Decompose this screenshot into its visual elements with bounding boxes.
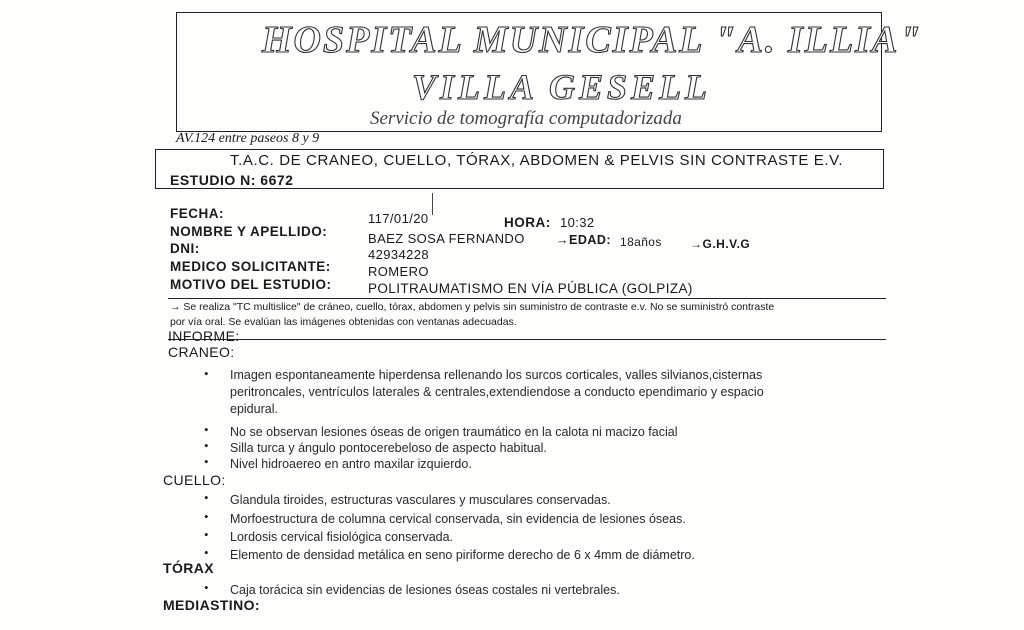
mediastino-title: MEDIASTINO:	[163, 597, 260, 613]
procedure-line-2: por vía oral. Se evalúan las imágenes obtenidas con ventanas adecuadas.	[170, 316, 517, 328]
bullet-icon: •	[204, 545, 209, 560]
hora-label: HORA:	[504, 215, 551, 230]
list-item: Silla turca y ángulo pontocerebeloso de aspecto habitual.	[230, 441, 547, 455]
list-item: peritroncales, ventrículos laterales & centrales,extendiendose a conducto ependimario y espacio	[230, 385, 764, 399]
study-number: ESTUDIO N: 6672	[170, 172, 294, 188]
hospital-city: VILLA GESELL	[412, 67, 712, 107]
hospital-name: HOSPITAL MUNICIPAL "A. ILLIA"	[262, 19, 923, 61]
list-item: Nivel hidroaereo en antro maxilar izquierdo.	[230, 457, 472, 471]
hospital-service: Servicio de tomografía computadorizada	[370, 108, 682, 129]
procedure-line-1: → Se realiza "TC multislice" de cráneo, cuello, tórax, abdomen y pelvis sin suministro de contraste e.v. No se suministró contraste	[170, 301, 775, 313]
fecha-label: FECHA:	[170, 206, 224, 221]
hora-value: 10:32	[560, 215, 595, 230]
edad-label: →EDAD:	[556, 233, 612, 247]
bullet-icon: •	[204, 580, 209, 595]
study-title: T.A.C. DE CRANEO, CUELLO, TÓRAX, ABDOMEN & PELVIS SIN CONTRASTE E.V.	[230, 152, 844, 169]
bullet-icon: •	[204, 509, 209, 524]
bullet-icon: •	[204, 438, 209, 453]
list-item: No se observan lesiones óseas de origen traumático en la calota ni macizo facial	[230, 425, 678, 439]
nombre-value: BAEZ SOSA FERNANDO	[368, 231, 525, 246]
list-item: Morfoestructura de columna cervical conservada, sin evidencia de lesiones óseas.	[230, 512, 686, 526]
nombre-label: NOMBRE Y APELLIDO:	[170, 224, 328, 239]
list-item: Caja torácica sin evidencias de lesiones óseas costales ni vertebrales.	[230, 583, 620, 597]
divider	[168, 339, 886, 340]
list-item: Imagen espontaneamente hiperdensa rellenando los surcos corticales, valles silvianos,cisternas	[230, 368, 763, 382]
bullet-icon: •	[204, 366, 209, 381]
bullet-icon: •	[204, 527, 209, 542]
motivo-value: POLITRAUMATISMO EN VÍA PÚBLICA (GOLPIZA)	[368, 281, 693, 296]
craneo-title: CRANEO:	[168, 344, 235, 360]
cuello-title: CUELLO:	[163, 472, 226, 488]
torax-title: TÓRAX	[163, 560, 214, 576]
medico-label: MEDICO SOLICITANTE:	[170, 259, 331, 274]
list-item: Glandula tiroides, estructuras vasculares y musculares conservadas.	[230, 493, 611, 507]
dni-value: 42934228	[368, 247, 430, 262]
bullet-icon: •	[204, 422, 209, 437]
list-item: epidural.	[230, 402, 278, 416]
informe-label: INFORME:	[168, 328, 240, 344]
pen-mark	[432, 193, 433, 215]
medico-value: ROMERO	[368, 264, 429, 279]
divider	[168, 298, 886, 299]
fecha-value: 117/01/20	[368, 211, 429, 226]
edad-value: 18años	[620, 235, 662, 249]
bullet-icon: •	[204, 490, 209, 505]
motivo-label: MOTIVO DEL ESTUDIO:	[170, 277, 332, 292]
hospital-address: AV.124 entre paseos 8 y 9	[176, 131, 320, 146]
ghvg-note: →G.H.V.G	[690, 237, 751, 251]
bullet-icon: •	[204, 454, 209, 469]
list-item: Elemento de densidad metálica en seno piriforme derecho de 6 x 4mm de diámetro.	[230, 548, 695, 562]
list-item: Lordosis cervical fisiológica conservada.	[230, 530, 454, 544]
dni-label: DNI:	[170, 241, 200, 256]
